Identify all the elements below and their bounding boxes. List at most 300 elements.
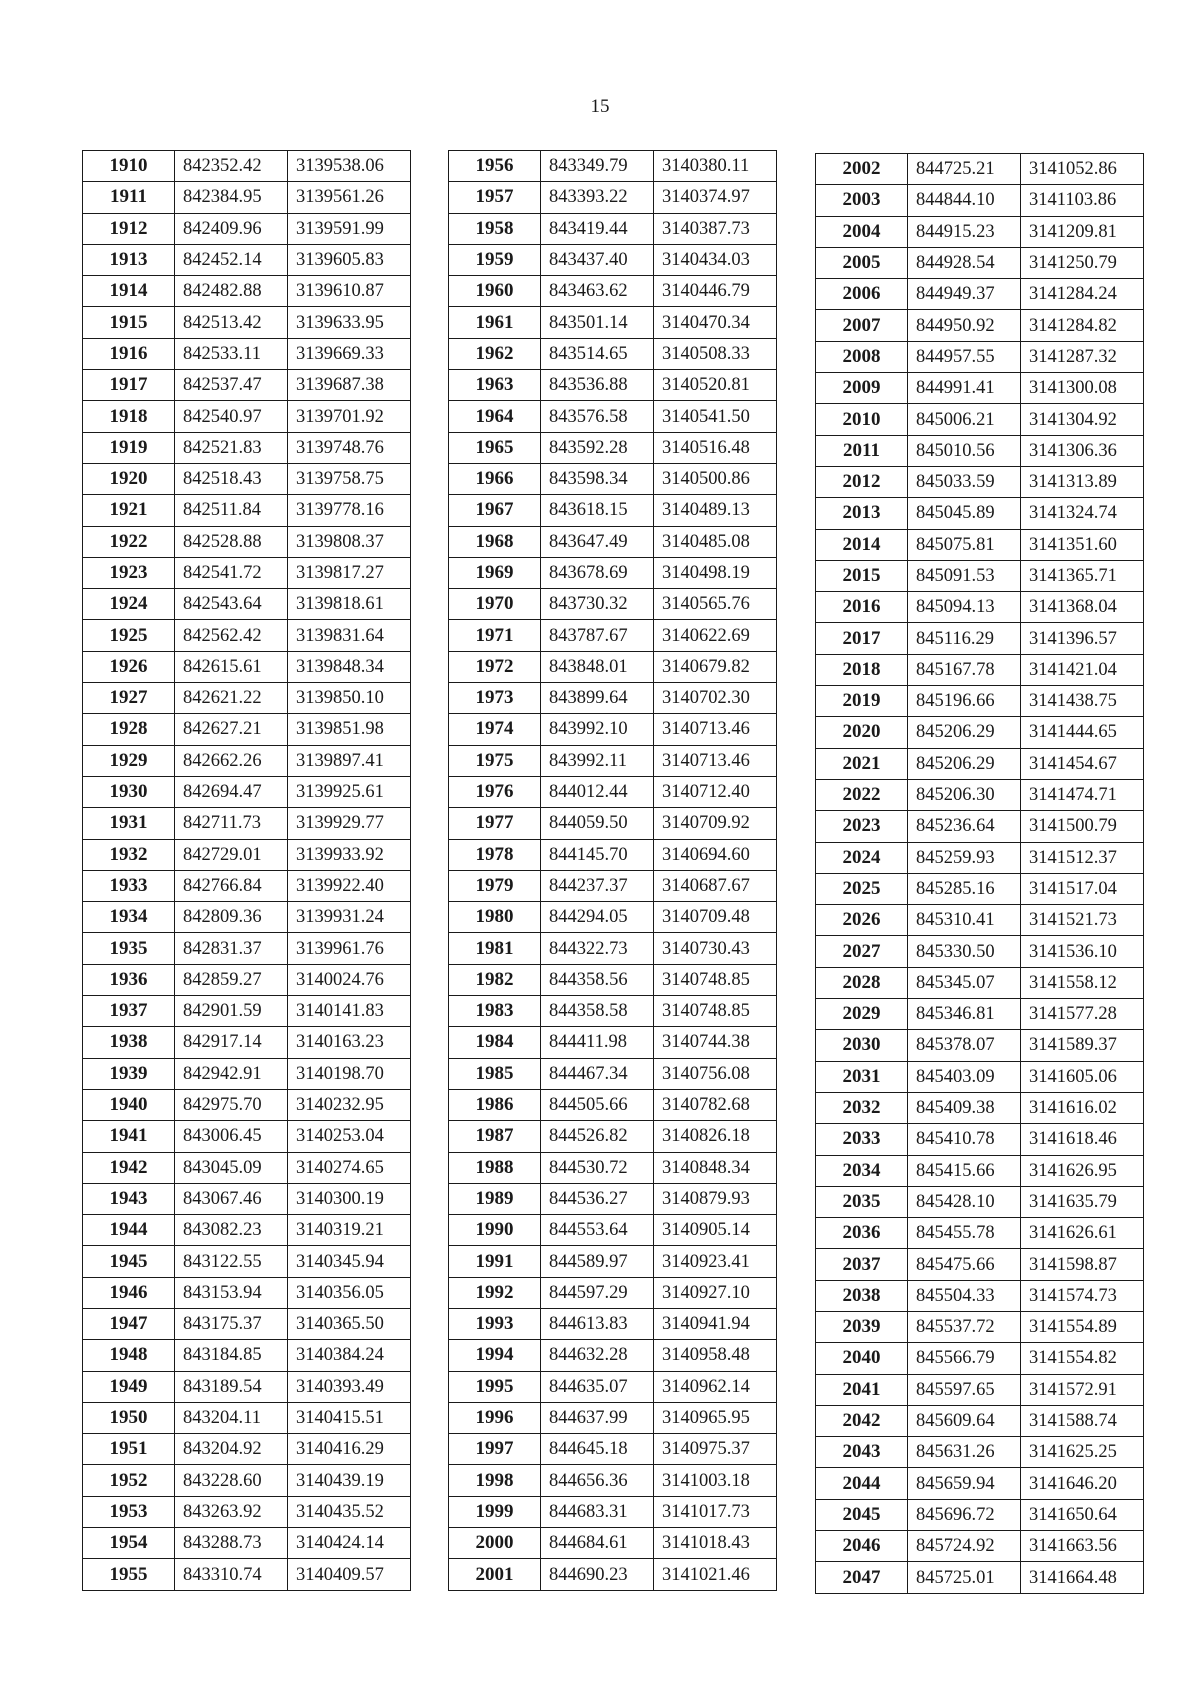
point-number-cell: 1986 xyxy=(449,1089,541,1120)
x-coordinate-cell: 842917.14 xyxy=(175,1027,288,1058)
table-row xyxy=(816,466,1144,497)
x-coordinate-cell: 843310.74 xyxy=(175,1559,288,1590)
point-number-cell: 2047 xyxy=(816,1562,908,1593)
point-number-cell: 1961 xyxy=(449,307,541,338)
point-number-cell: 2046 xyxy=(816,1531,908,1562)
x-coordinate-cell: 843184.85 xyxy=(175,1340,288,1371)
y-coordinate-cell: 3141474.71 xyxy=(1021,779,1144,810)
y-coordinate-cell: 3140962.14 xyxy=(654,1371,777,1402)
point-number-cell: 2037 xyxy=(816,1249,908,1280)
y-coordinate-cell: 3141284.82 xyxy=(1021,310,1144,341)
table-row xyxy=(83,1340,411,1371)
y-coordinate-cell: 3141618.46 xyxy=(1021,1124,1144,1155)
y-coordinate-cell: 3140434.03 xyxy=(654,244,777,275)
point-number-cell: 1943 xyxy=(83,1183,175,1214)
x-coordinate-cell: 843006.45 xyxy=(175,1121,288,1152)
x-coordinate-cell: 844467.34 xyxy=(541,1058,654,1089)
table-row xyxy=(449,714,777,745)
y-coordinate-cell: 3140694.60 xyxy=(654,839,777,870)
y-coordinate-cell: 3140709.48 xyxy=(654,902,777,933)
table-row xyxy=(816,1249,1144,1280)
y-coordinate-cell: 3140782.68 xyxy=(654,1089,777,1120)
y-coordinate-cell: 3141438.75 xyxy=(1021,686,1144,717)
x-coordinate-cell: 842627.21 xyxy=(175,714,288,745)
point-number-cell: 1949 xyxy=(83,1371,175,1402)
table-row xyxy=(816,247,1144,278)
table-row xyxy=(449,1121,777,1152)
x-coordinate-cell: 845236.64 xyxy=(908,811,1021,842)
point-number-cell: 1926 xyxy=(83,651,175,682)
y-coordinate-cell: 3139818.61 xyxy=(288,589,411,620)
x-coordinate-cell: 843082.23 xyxy=(175,1215,288,1246)
x-coordinate-cell: 842859.27 xyxy=(175,964,288,995)
y-coordinate-cell: 3141003.18 xyxy=(654,1465,777,1496)
y-coordinate-cell: 3139961.76 xyxy=(288,933,411,964)
y-coordinate-cell: 3141250.79 xyxy=(1021,247,1144,278)
table-row xyxy=(816,1343,1144,1374)
x-coordinate-cell: 844012.44 xyxy=(541,776,654,807)
table-row xyxy=(816,1562,1144,1593)
point-number-cell: 1990 xyxy=(449,1215,541,1246)
table-row xyxy=(449,1371,777,1402)
x-coordinate-cell: 845346.81 xyxy=(908,999,1021,1030)
point-number-cell: 1988 xyxy=(449,1152,541,1183)
y-coordinate-cell: 3140679.82 xyxy=(654,651,777,682)
point-number-cell: 2031 xyxy=(816,1061,908,1092)
x-coordinate-cell: 844145.70 xyxy=(541,839,654,870)
x-coordinate-cell: 843787.67 xyxy=(541,620,654,651)
x-coordinate-cell: 844553.64 xyxy=(541,1215,654,1246)
x-coordinate-cell: 845010.56 xyxy=(908,435,1021,466)
table-row xyxy=(449,839,777,870)
x-coordinate-cell: 844526.82 xyxy=(541,1121,654,1152)
point-number-cell: 1952 xyxy=(83,1465,175,1496)
y-coordinate-cell: 3140439.19 xyxy=(288,1465,411,1496)
x-coordinate-cell: 842901.59 xyxy=(175,996,288,1027)
point-number-cell: 1932 xyxy=(83,839,175,870)
y-coordinate-cell: 3141304.92 xyxy=(1021,404,1144,435)
x-coordinate-cell: 843349.79 xyxy=(541,151,654,182)
point-number-cell: 2006 xyxy=(816,279,908,310)
y-coordinate-cell: 3141306.36 xyxy=(1021,435,1144,466)
point-number-cell: 1975 xyxy=(449,745,541,776)
table-row xyxy=(816,435,1144,466)
x-coordinate-cell: 844684.61 xyxy=(541,1528,654,1559)
y-coordinate-cell: 3141625.25 xyxy=(1021,1437,1144,1468)
table-row xyxy=(816,999,1144,1030)
point-number-cell: 1987 xyxy=(449,1121,541,1152)
point-number-cell: 1923 xyxy=(83,557,175,588)
table-row xyxy=(449,182,777,213)
table-row xyxy=(816,1280,1144,1311)
y-coordinate-cell: 3140024.76 xyxy=(288,964,411,995)
table-row xyxy=(816,748,1144,779)
coordinate-table-1 xyxy=(82,150,411,1591)
y-coordinate-cell: 3139848.34 xyxy=(288,651,411,682)
table-row xyxy=(816,905,1144,936)
table-row xyxy=(83,151,411,182)
y-coordinate-cell: 3140744.38 xyxy=(654,1027,777,1058)
y-coordinate-cell: 3140380.11 xyxy=(654,151,777,182)
y-coordinate-cell: 3140345.94 xyxy=(288,1246,411,1277)
x-coordinate-cell: 842621.22 xyxy=(175,683,288,714)
table-row xyxy=(83,651,411,682)
point-number-cell: 2038 xyxy=(816,1280,908,1311)
point-number-cell: 1917 xyxy=(83,370,175,401)
y-coordinate-cell: 3141521.73 xyxy=(1021,905,1144,936)
point-number-cell: 1945 xyxy=(83,1246,175,1277)
x-coordinate-cell: 845310.41 xyxy=(908,905,1021,936)
y-coordinate-cell: 3140826.18 xyxy=(654,1121,777,1152)
table-row xyxy=(816,654,1144,685)
table-row xyxy=(816,1405,1144,1436)
table-row xyxy=(83,276,411,307)
y-coordinate-cell: 3141646.20 xyxy=(1021,1468,1144,1499)
x-coordinate-cell: 844358.56 xyxy=(541,964,654,995)
table-row xyxy=(83,495,411,526)
y-coordinate-cell: 3141300.08 xyxy=(1021,373,1144,404)
x-coordinate-cell: 844294.05 xyxy=(541,902,654,933)
table-row xyxy=(449,933,777,964)
table-row xyxy=(449,1340,777,1371)
y-coordinate-cell: 3140756.08 xyxy=(654,1058,777,1089)
x-coordinate-cell: 843437.40 xyxy=(541,244,654,275)
point-number-cell: 2043 xyxy=(816,1437,908,1468)
point-number-cell: 1925 xyxy=(83,620,175,651)
point-number-cell: 1940 xyxy=(83,1089,175,1120)
y-coordinate-cell: 3139831.64 xyxy=(288,620,411,651)
x-coordinate-cell: 845475.66 xyxy=(908,1249,1021,1280)
x-coordinate-cell: 843228.60 xyxy=(175,1465,288,1496)
x-coordinate-cell: 845537.72 xyxy=(908,1311,1021,1342)
x-coordinate-cell: 845285.16 xyxy=(908,873,1021,904)
table-row xyxy=(449,745,777,776)
y-coordinate-cell: 3140500.86 xyxy=(654,463,777,494)
y-coordinate-cell: 3141512.37 xyxy=(1021,842,1144,873)
point-number-cell: 1980 xyxy=(449,902,541,933)
table-row xyxy=(816,873,1144,904)
table-row xyxy=(449,1277,777,1308)
y-coordinate-cell: 3140748.85 xyxy=(654,964,777,995)
point-number-cell: 2014 xyxy=(816,529,908,560)
y-coordinate-cell: 3141588.74 xyxy=(1021,1405,1144,1436)
point-number-cell: 1913 xyxy=(83,244,175,275)
point-number-cell: 1929 xyxy=(83,745,175,776)
table-row xyxy=(449,276,777,307)
x-coordinate-cell: 843501.14 xyxy=(541,307,654,338)
table-row xyxy=(83,1402,411,1433)
point-number-cell: 1967 xyxy=(449,495,541,526)
x-coordinate-cell: 844949.37 xyxy=(908,279,1021,310)
x-coordinate-cell: 844237.37 xyxy=(541,870,654,901)
y-coordinate-cell: 3140941.94 xyxy=(654,1308,777,1339)
point-number-cell: 1992 xyxy=(449,1277,541,1308)
y-coordinate-cell: 3139748.76 xyxy=(288,432,411,463)
point-number-cell: 2007 xyxy=(816,310,908,341)
table-row xyxy=(83,182,411,213)
y-coordinate-cell: 3139591.99 xyxy=(288,213,411,244)
table-row xyxy=(816,341,1144,372)
point-number-cell: 1965 xyxy=(449,432,541,463)
y-coordinate-cell: 3140975.37 xyxy=(654,1434,777,1465)
x-coordinate-cell: 843189.54 xyxy=(175,1371,288,1402)
table-row xyxy=(449,776,777,807)
table-row xyxy=(449,1058,777,1089)
y-coordinate-cell: 3141572.91 xyxy=(1021,1374,1144,1405)
table-row xyxy=(83,307,411,338)
x-coordinate-cell: 845345.07 xyxy=(908,967,1021,998)
y-coordinate-cell: 3139605.83 xyxy=(288,244,411,275)
x-coordinate-cell: 842615.61 xyxy=(175,651,288,682)
x-coordinate-cell: 844613.83 xyxy=(541,1308,654,1339)
y-coordinate-cell: 3140198.70 xyxy=(288,1058,411,1089)
table-row xyxy=(816,967,1144,998)
table-row xyxy=(83,1246,411,1277)
table-row xyxy=(449,1528,777,1559)
table-row xyxy=(449,1308,777,1339)
x-coordinate-cell: 844637.99 xyxy=(541,1402,654,1433)
y-coordinate-cell: 3140387.73 xyxy=(654,213,777,244)
y-coordinate-cell: 3140416.29 xyxy=(288,1434,411,1465)
y-coordinate-cell: 3140712.40 xyxy=(654,776,777,807)
y-coordinate-cell: 3139931.24 xyxy=(288,902,411,933)
point-number-cell: 1950 xyxy=(83,1402,175,1433)
x-coordinate-cell: 842543.64 xyxy=(175,589,288,620)
y-coordinate-cell: 3140702.30 xyxy=(654,683,777,714)
x-coordinate-cell: 843992.10 xyxy=(541,714,654,745)
y-coordinate-cell: 3141554.89 xyxy=(1021,1311,1144,1342)
table-row xyxy=(83,1465,411,1496)
table-row xyxy=(83,996,411,1027)
point-number-cell: 1956 xyxy=(449,151,541,182)
table-row xyxy=(816,1155,1144,1186)
table-row xyxy=(83,1215,411,1246)
point-number-cell: 1957 xyxy=(449,182,541,213)
y-coordinate-cell: 3139758.75 xyxy=(288,463,411,494)
x-coordinate-cell: 844683.31 xyxy=(541,1496,654,1527)
x-coordinate-cell: 845659.94 xyxy=(908,1468,1021,1499)
x-coordinate-cell: 843598.34 xyxy=(541,463,654,494)
y-coordinate-cell: 3140508.33 xyxy=(654,338,777,369)
y-coordinate-cell: 3139897.41 xyxy=(288,745,411,776)
point-number-cell: 1933 xyxy=(83,870,175,901)
y-coordinate-cell: 3140300.19 xyxy=(288,1183,411,1214)
x-coordinate-cell: 845696.72 xyxy=(908,1499,1021,1530)
page-number: 15 xyxy=(590,96,610,117)
table-row xyxy=(449,808,777,839)
y-coordinate-cell: 3141626.61 xyxy=(1021,1218,1144,1249)
point-number-cell: 1912 xyxy=(83,213,175,244)
table-row xyxy=(83,620,411,651)
point-number-cell: 1995 xyxy=(449,1371,541,1402)
y-coordinate-cell: 3140435.52 xyxy=(288,1496,411,1527)
point-number-cell: 1920 xyxy=(83,463,175,494)
table-row xyxy=(83,432,411,463)
y-coordinate-cell: 3139850.10 xyxy=(288,683,411,714)
point-number-cell: 1910 xyxy=(83,151,175,182)
y-coordinate-cell: 3141324.74 xyxy=(1021,498,1144,529)
y-coordinate-cell: 3141103.86 xyxy=(1021,185,1144,216)
x-coordinate-cell: 843576.58 xyxy=(541,401,654,432)
x-coordinate-cell: 845724.92 xyxy=(908,1531,1021,1562)
point-number-cell: 1911 xyxy=(83,182,175,213)
y-coordinate-cell: 3140141.83 xyxy=(288,996,411,1027)
x-coordinate-cell: 844844.10 xyxy=(908,185,1021,216)
table-row xyxy=(83,1277,411,1308)
point-number-cell: 1951 xyxy=(83,1434,175,1465)
table-row xyxy=(816,1374,1144,1405)
y-coordinate-cell: 3139561.26 xyxy=(288,182,411,213)
point-number-cell: 1972 xyxy=(449,651,541,682)
x-coordinate-cell: 844530.72 xyxy=(541,1152,654,1183)
y-coordinate-cell: 3140319.21 xyxy=(288,1215,411,1246)
table-row xyxy=(83,714,411,745)
x-coordinate-cell: 845428.10 xyxy=(908,1186,1021,1217)
point-number-cell: 1969 xyxy=(449,557,541,588)
point-number-cell: 1985 xyxy=(449,1058,541,1089)
y-coordinate-cell: 3140516.48 xyxy=(654,432,777,463)
point-number-cell: 2003 xyxy=(816,185,908,216)
point-number-cell: 1930 xyxy=(83,776,175,807)
table-row xyxy=(83,557,411,588)
x-coordinate-cell: 842511.84 xyxy=(175,495,288,526)
point-number-cell: 1924 xyxy=(83,589,175,620)
point-number-cell: 1993 xyxy=(449,1308,541,1339)
table-row xyxy=(816,779,1144,810)
table-row xyxy=(816,811,1144,842)
y-coordinate-cell: 3141018.43 xyxy=(654,1528,777,1559)
point-number-cell: 1938 xyxy=(83,1027,175,1058)
x-coordinate-cell: 844505.66 xyxy=(541,1089,654,1120)
x-coordinate-cell: 844322.73 xyxy=(541,933,654,964)
y-coordinate-cell: 3140958.48 xyxy=(654,1340,777,1371)
table-row xyxy=(83,1559,411,1590)
point-number-cell: 2042 xyxy=(816,1405,908,1436)
x-coordinate-cell: 843122.55 xyxy=(175,1246,288,1277)
table-row xyxy=(83,902,411,933)
point-number-cell: 1976 xyxy=(449,776,541,807)
table-row xyxy=(449,526,777,557)
table-row xyxy=(449,683,777,714)
point-number-cell: 1928 xyxy=(83,714,175,745)
y-coordinate-cell: 3141605.06 xyxy=(1021,1061,1144,1092)
y-coordinate-cell: 3141664.48 xyxy=(1021,1562,1144,1593)
x-coordinate-cell: 843992.11 xyxy=(541,745,654,776)
point-number-cell: 2001 xyxy=(449,1559,541,1590)
table-row xyxy=(816,686,1144,717)
x-coordinate-cell: 842540.97 xyxy=(175,401,288,432)
table-row xyxy=(449,996,777,1027)
point-number-cell: 2025 xyxy=(816,873,908,904)
y-coordinate-cell: 3141500.79 xyxy=(1021,811,1144,842)
x-coordinate-cell: 844950.92 xyxy=(908,310,1021,341)
y-coordinate-cell: 3140905.14 xyxy=(654,1215,777,1246)
point-number-cell: 1960 xyxy=(449,276,541,307)
x-coordinate-cell: 844656.36 xyxy=(541,1465,654,1496)
table-row xyxy=(83,1183,411,1214)
point-number-cell: 2010 xyxy=(816,404,908,435)
x-coordinate-cell: 843514.65 xyxy=(541,338,654,369)
x-coordinate-cell: 844059.50 xyxy=(541,808,654,839)
table-row xyxy=(816,1124,1144,1155)
table-row xyxy=(816,498,1144,529)
x-coordinate-cell: 843045.09 xyxy=(175,1152,288,1183)
table-row xyxy=(816,717,1144,748)
table-row xyxy=(816,592,1144,623)
x-coordinate-cell: 843067.46 xyxy=(175,1183,288,1214)
table-row xyxy=(816,1531,1144,1562)
table-row xyxy=(83,1308,411,1339)
x-coordinate-cell: 845504.33 xyxy=(908,1280,1021,1311)
point-number-cell: 2015 xyxy=(816,560,908,591)
x-coordinate-cell: 844411.98 xyxy=(541,1027,654,1058)
x-coordinate-cell: 845045.89 xyxy=(908,498,1021,529)
point-number-cell: 2000 xyxy=(449,1528,541,1559)
y-coordinate-cell: 3140470.34 xyxy=(654,307,777,338)
point-number-cell: 2020 xyxy=(816,717,908,748)
y-coordinate-cell: 3140232.95 xyxy=(288,1089,411,1120)
table-row xyxy=(449,620,777,651)
point-number-cell: 1936 xyxy=(83,964,175,995)
x-coordinate-cell: 845033.59 xyxy=(908,466,1021,497)
point-number-cell: 1959 xyxy=(449,244,541,275)
table-row xyxy=(83,338,411,369)
table-row xyxy=(83,1058,411,1089)
x-coordinate-cell: 844690.23 xyxy=(541,1559,654,1590)
point-number-cell: 2021 xyxy=(816,748,908,779)
x-coordinate-cell: 845094.13 xyxy=(908,592,1021,623)
point-number-cell: 2022 xyxy=(816,779,908,810)
point-number-cell: 1946 xyxy=(83,1277,175,1308)
x-coordinate-cell: 842513.42 xyxy=(175,307,288,338)
y-coordinate-cell: 3141313.89 xyxy=(1021,466,1144,497)
point-number-cell: 2040 xyxy=(816,1343,908,1374)
point-number-cell: 2012 xyxy=(816,466,908,497)
x-coordinate-cell: 845415.66 xyxy=(908,1155,1021,1186)
y-coordinate-cell: 3140415.51 xyxy=(288,1402,411,1433)
point-number-cell: 2024 xyxy=(816,842,908,873)
y-coordinate-cell: 3140687.67 xyxy=(654,870,777,901)
y-coordinate-cell: 3140520.81 xyxy=(654,370,777,401)
table-row xyxy=(816,216,1144,247)
x-coordinate-cell: 842729.01 xyxy=(175,839,288,870)
table-row xyxy=(449,151,777,182)
y-coordinate-cell: 3140927.10 xyxy=(654,1277,777,1308)
coordinate-table-2 xyxy=(448,150,777,1591)
table-row xyxy=(449,651,777,682)
y-coordinate-cell: 3139701.92 xyxy=(288,401,411,432)
point-number-cell: 2036 xyxy=(816,1218,908,1249)
table-row xyxy=(449,370,777,401)
table-row xyxy=(83,933,411,964)
x-coordinate-cell: 844915.23 xyxy=(908,216,1021,247)
x-coordinate-cell: 845075.81 xyxy=(908,529,1021,560)
table-row xyxy=(83,1528,411,1559)
y-coordinate-cell: 3141554.82 xyxy=(1021,1343,1144,1374)
point-number-cell: 1918 xyxy=(83,401,175,432)
point-number-cell: 1916 xyxy=(83,338,175,369)
y-coordinate-cell: 3140923.41 xyxy=(654,1246,777,1277)
x-coordinate-cell: 843618.15 xyxy=(541,495,654,526)
y-coordinate-cell: 3139687.38 xyxy=(288,370,411,401)
x-coordinate-cell: 843463.62 xyxy=(541,276,654,307)
x-coordinate-cell: 843204.92 xyxy=(175,1434,288,1465)
x-coordinate-cell: 842766.84 xyxy=(175,870,288,901)
y-coordinate-cell: 3139925.61 xyxy=(288,776,411,807)
table-row xyxy=(83,589,411,620)
y-coordinate-cell: 3141558.12 xyxy=(1021,967,1144,998)
y-coordinate-cell: 3140393.49 xyxy=(288,1371,411,1402)
